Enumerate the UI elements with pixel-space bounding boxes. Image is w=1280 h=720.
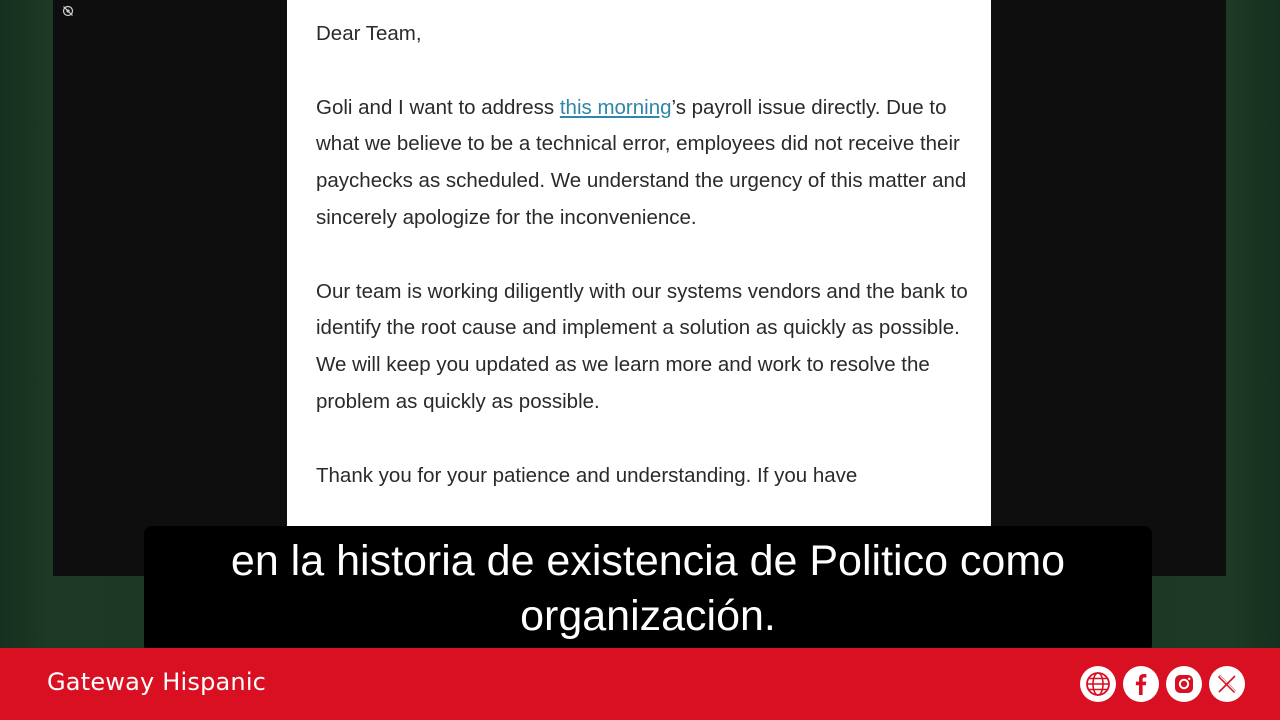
this-morning-link[interactable]: this morning xyxy=(559,95,672,119)
letter-paragraph-2: Our team is working diligently with our systems vendors and the bank to identify the root cause and implement a solution as quickly as possible. We will keep you updated as we learn more and work to resolve the problem as quickly as possible. xyxy=(316,279,968,413)
subtitle-caption xyxy=(144,526,1152,653)
instagram-icon[interactable] xyxy=(1166,666,1202,702)
caption-line-1: en la historia de existencia de Politico como xyxy=(230,537,1066,585)
letter-document xyxy=(287,0,991,576)
letter-greeting: Dear Team, xyxy=(316,22,422,45)
eye-slash-icon[interactable] xyxy=(62,5,74,17)
social-links xyxy=(1080,666,1245,702)
globe-icon[interactable] xyxy=(1080,666,1116,702)
letter-paragraph-1: Goli and I want to address this morning’s payroll issue directly. Due to what we believe to be a technical error, employees did not receive their paychecks as scheduled. We understand the urgency of this matter and sincerely apologize for the inconvenience. xyxy=(316,95,967,229)
caption-line-2: organización. xyxy=(520,592,776,640)
brand-name: Gateway Hispanic xyxy=(47,668,267,696)
x-icon[interactable] xyxy=(1209,666,1245,702)
letter-paragraph-3: Thank you for your patience and understanding. If you have xyxy=(316,463,858,487)
facebook-icon[interactable] xyxy=(1123,666,1159,702)
